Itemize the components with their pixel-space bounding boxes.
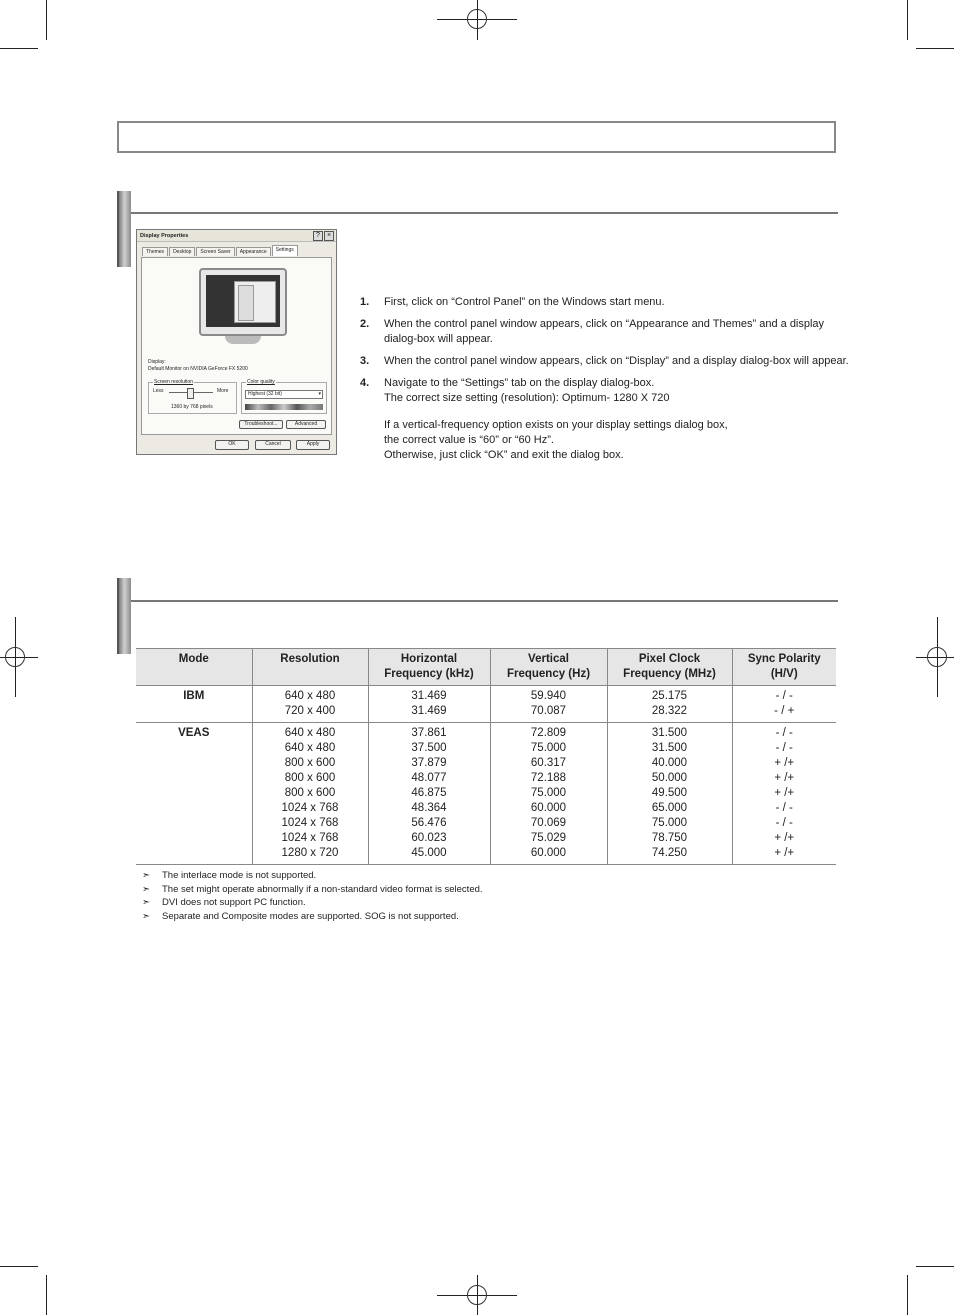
vertical-frequency-cell xyxy=(490,723,607,865)
crop-mark xyxy=(907,0,908,40)
cell-value: 78.750 xyxy=(651,832,688,844)
cell-value: 70.069 xyxy=(530,817,567,829)
crop-mark xyxy=(907,1275,908,1315)
cell-value: 72.809 xyxy=(530,727,567,739)
apply-button[interactable]: Apply xyxy=(296,440,330,450)
window-preview xyxy=(238,285,254,321)
cell-value: 31.469 xyxy=(411,705,447,717)
cell-value: 75.029 xyxy=(530,832,567,844)
cell-value: 48.077 xyxy=(411,772,447,784)
cell-value: 60.000 xyxy=(530,802,567,814)
advanced-button[interactable]: Advanced xyxy=(286,420,326,429)
color-quality-select[interactable] xyxy=(245,390,323,399)
monitor-screen xyxy=(206,275,280,327)
resolution-cell xyxy=(252,723,368,865)
registration-circle xyxy=(467,1285,487,1305)
section-divider xyxy=(131,212,838,214)
note-line: the correct value is “60” or “60 Hz”. xyxy=(384,434,554,446)
display-value: Default Monitor on NVIDIA GeForce FX 5200 xyxy=(148,366,248,372)
cell-value: 31.469 xyxy=(411,690,447,702)
notes-list xyxy=(142,869,483,923)
cell-value: 60.023 xyxy=(411,832,447,844)
cell-value: 70.087 xyxy=(530,705,567,717)
chevron-down-icon: ▾ xyxy=(318,391,321,397)
frequency-note xyxy=(358,418,868,463)
step-4 xyxy=(358,376,868,406)
cell-value: 1024 x 768 xyxy=(281,817,339,829)
section-marker xyxy=(117,578,131,654)
col-header-vertical: Vertical Frequency (Hz) xyxy=(490,649,607,686)
cell-value: - / - xyxy=(775,817,793,829)
registration-circle xyxy=(5,647,25,667)
cell-value: 40.000 xyxy=(651,757,688,769)
step-text: Navigate to the “Settings” tab on the display dialog-box. xyxy=(384,377,655,389)
arrow-icon: ➣ xyxy=(142,883,150,895)
note-item xyxy=(142,896,483,910)
resolution-value: 1360 by 768 pixels xyxy=(171,404,213,410)
cell-value: 72.188 xyxy=(530,772,567,784)
crop-mark xyxy=(916,1266,954,1267)
cell-value: 49.500 xyxy=(651,787,688,799)
less-label: Less xyxy=(153,388,164,394)
col-header-pixel-clock: Pixel Clock Frequency (MHz) xyxy=(607,649,732,686)
crop-mark xyxy=(46,0,47,40)
cell-value: 75.000 xyxy=(651,817,688,829)
cell-value: 640 x 480 xyxy=(284,690,336,702)
tab-settings[interactable]: Settings xyxy=(272,245,298,256)
step-text: The correct size setting (resolution): Optimum- 1280 X 720 xyxy=(384,392,670,404)
cell-value: 65.000 xyxy=(651,802,688,814)
tab-appearance[interactable]: Appearance xyxy=(236,247,271,256)
horizontal-frequency-cell xyxy=(368,723,490,865)
cell-value: 1280 x 720 xyxy=(281,847,339,859)
display-properties-dialog xyxy=(136,229,337,455)
display-label: Display: xyxy=(148,359,166,365)
resolution-slider-thumb[interactable] xyxy=(187,388,194,399)
color-bar xyxy=(245,404,323,410)
crop-mark xyxy=(0,1266,38,1267)
cell-value: + /+ xyxy=(774,832,795,844)
dialog-tabs xyxy=(142,247,299,256)
cell-value: 800 x 600 xyxy=(284,772,336,784)
cell-value: - / + xyxy=(774,705,795,717)
cell-value: 50.000 xyxy=(651,772,688,784)
col-header-sync-polarity: Sync Polarity (H/V) xyxy=(732,649,836,686)
arrow-icon: ➣ xyxy=(142,870,150,881)
color-quality-value: Highest (32 bit) xyxy=(248,391,282,397)
col-header-resolution: Resolution xyxy=(252,649,368,686)
cell-value: 37.500 xyxy=(411,742,447,754)
cell-value: 75.000 xyxy=(530,787,567,799)
cell-value: 74.250 xyxy=(651,847,688,859)
note-item xyxy=(142,883,483,897)
cell-value: 720 x 400 xyxy=(284,705,336,717)
note-item xyxy=(142,910,483,924)
cell-value: 800 x 600 xyxy=(284,787,336,799)
cell-value: 48.364 xyxy=(411,802,447,814)
cell-value: 1024 x 768 xyxy=(281,832,339,844)
section-divider xyxy=(131,600,838,602)
step-3 xyxy=(358,354,868,369)
step-1 xyxy=(358,295,868,310)
cell-value: 31.500 xyxy=(651,742,688,754)
cell-value: + /+ xyxy=(774,772,795,784)
cell-value: 60.000 xyxy=(530,847,567,859)
display-modes-table xyxy=(136,648,836,865)
monitor-stand xyxy=(225,336,261,344)
horizontal-frequency-cell xyxy=(368,686,490,723)
cell-value: - / - xyxy=(775,742,793,754)
section-marker xyxy=(117,191,131,267)
cell-value: + /+ xyxy=(774,757,795,769)
cell-value: 640 x 480 xyxy=(284,742,336,754)
screen-resolution-label: Screen resolution xyxy=(154,379,193,385)
table-row xyxy=(136,686,836,723)
dialog-title: Display Properties xyxy=(137,230,336,242)
cell-value: 800 x 600 xyxy=(284,757,336,769)
ok-button[interactable]: OK xyxy=(215,440,249,450)
col-header-horizontal: Horizontal Frequency (kHz) xyxy=(368,649,490,686)
page-title-box xyxy=(117,121,836,153)
cell-value: 37.879 xyxy=(411,757,447,769)
cell-value: 75.000 xyxy=(530,742,567,754)
step-number: 2. xyxy=(360,318,370,330)
monitor-icon xyxy=(199,268,287,336)
cell-value: + /+ xyxy=(774,787,795,799)
cell-value: - / - xyxy=(775,802,793,814)
tab-themes[interactable]: Themes xyxy=(142,247,168,256)
tab-desktop[interactable]: Desktop xyxy=(169,247,195,256)
cell-value: 60.317 xyxy=(530,757,567,769)
settings-panel xyxy=(141,257,332,435)
screen-resolution-group xyxy=(148,379,237,414)
arrow-icon: ➣ xyxy=(142,897,150,908)
step-text: When the control panel window appears, click on “Appearance and Themes” and a display dialog-box will appear. xyxy=(384,318,825,345)
table-header-row xyxy=(136,649,836,686)
mode-cell: IBM xyxy=(136,686,252,723)
close-button[interactable]: × xyxy=(324,231,334,241)
cell-value: 37.861 xyxy=(411,727,447,739)
sync-polarity-cell xyxy=(732,723,836,865)
registration-circle xyxy=(467,9,487,29)
step-text: When the control panel window appears, click on “Display” and a display dialog-box will appear. xyxy=(384,355,849,367)
crop-mark xyxy=(916,48,954,49)
sync-polarity-cell xyxy=(732,686,836,723)
pixel-clock-cell xyxy=(607,723,732,865)
mode-cell: VEAS xyxy=(136,723,252,865)
cell-value: - / - xyxy=(775,690,793,702)
note-text: The interlace mode is not supported. xyxy=(162,870,317,881)
step-2 xyxy=(358,317,868,347)
note-text: The set might operate abnormally if a non-standard video format is selected. xyxy=(162,883,483,895)
troubleshoot-button[interactable]: Troubleshoot... xyxy=(239,420,283,429)
cell-value: 59.940 xyxy=(530,690,567,702)
cell-value: 56.476 xyxy=(411,817,447,829)
more-label: More xyxy=(217,388,229,394)
crop-mark xyxy=(0,48,38,49)
vertical-frequency-cell xyxy=(490,686,607,723)
cancel-button[interactable]: Cancel xyxy=(255,440,291,450)
color-quality-group xyxy=(241,379,327,414)
cell-value: - / - xyxy=(775,727,793,739)
pixel-clock-cell xyxy=(607,686,732,723)
instruction-steps xyxy=(358,295,868,463)
note-line: If a vertical-frequency option exists on your display settings dialog box, xyxy=(384,419,728,431)
col-header-mode: Mode xyxy=(136,649,252,686)
tab-screen-saver[interactable]: Screen Saver xyxy=(196,247,234,256)
color-quality-label: Color quality xyxy=(247,379,275,385)
step-number: 4. xyxy=(360,377,370,389)
step-number: 3. xyxy=(360,355,370,367)
cell-value: 46.875 xyxy=(411,787,447,799)
step-number: 1. xyxy=(360,296,370,308)
crop-mark xyxy=(46,1275,47,1315)
registration-circle xyxy=(927,647,947,667)
cell-value: 1024 x 768 xyxy=(281,802,339,814)
cell-value: 31.500 xyxy=(651,727,688,739)
help-button[interactable]: ? xyxy=(313,231,323,241)
resolution-cell xyxy=(252,686,368,723)
note-item xyxy=(142,869,483,883)
note-text: Separate and Composite modes are supported. SOG is not supported. xyxy=(162,910,459,922)
step-text: First, click on “Control Panel” on the Windows start menu. xyxy=(384,296,665,308)
arrow-icon: ➣ xyxy=(142,910,150,922)
note-text: DVI does not support PC function. xyxy=(162,897,306,908)
cell-value: 28.322 xyxy=(651,705,688,717)
table-row xyxy=(136,723,836,865)
cell-value: 640 x 480 xyxy=(284,727,336,739)
cell-value: 45.000 xyxy=(411,847,447,859)
cell-value: 25.175 xyxy=(651,690,688,702)
note-line: Otherwise, just click “OK” and exit the dialog box. xyxy=(384,449,624,461)
cell-value: + /+ xyxy=(774,847,795,859)
